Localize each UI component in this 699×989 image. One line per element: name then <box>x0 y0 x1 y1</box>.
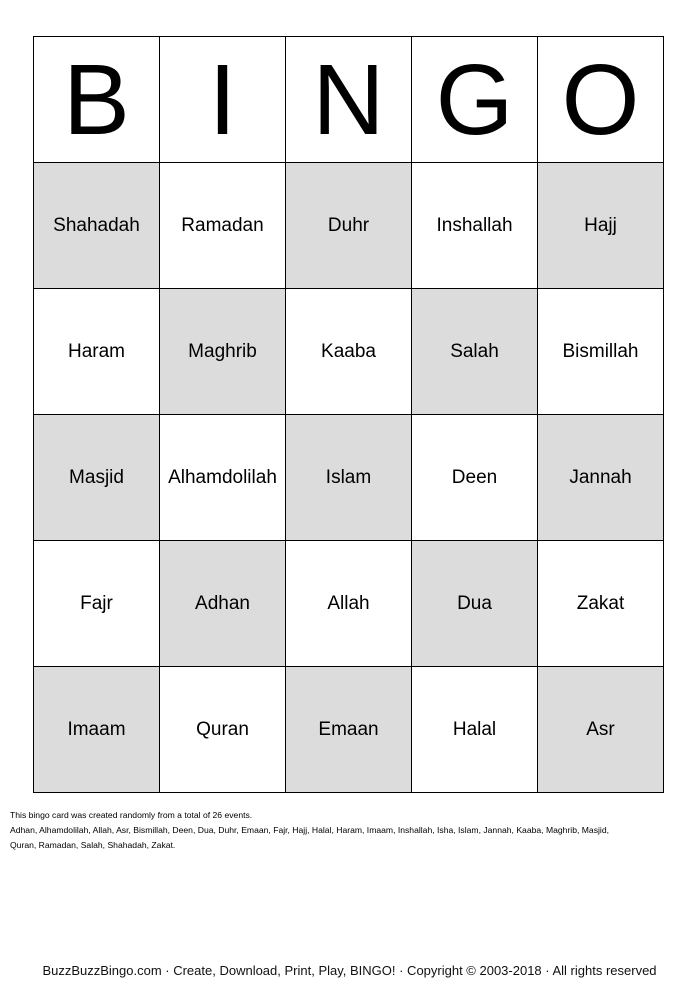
events-list-line-1: Adhan, Alhamdolilah, Allah, Asr, Bismillah, Deen, Dua, Duhr, Emaan, Fajr, Hajj, Halal, Haram, Imaam, Inshallah, Isha, Islam, Jannah, Kaaba, Maghrib, Masjid, <box>10 825 609 835</box>
card-info <box>10 808 690 853</box>
header-b: B <box>34 37 160 163</box>
header-g: G <box>412 37 538 163</box>
bingo-cell: Maghrib <box>160 289 286 415</box>
bingo-cell: Shahadah <box>34 163 160 289</box>
bingo-cell: Ramadan <box>160 163 286 289</box>
bingo-cell: Asr <box>538 667 664 793</box>
bingo-cell: Duhr <box>286 163 412 289</box>
bingo-cell: Imaam <box>34 667 160 793</box>
bingo-cell: Fajr <box>34 541 160 667</box>
header-o: O <box>538 37 664 163</box>
bingo-cell: Allah <box>286 541 412 667</box>
bingo-cell: Masjid <box>34 415 160 541</box>
bingo-cell: Emaan <box>286 667 412 793</box>
events-list-line-2: Quran, Ramadan, Salah, Shahadah, Zakat. <box>10 840 176 850</box>
info-intro: This bingo card was created randomly from a total of 26 events. <box>10 810 253 820</box>
bingo-cell: Kaaba <box>286 289 412 415</box>
bingo-cell: Jannah <box>538 415 664 541</box>
bingo-cell: Haram <box>34 289 160 415</box>
bingo-cell: Deen <box>412 415 538 541</box>
header-i: I <box>160 37 286 163</box>
bingo-cell: Hajj <box>538 163 664 289</box>
bingo-cell: Salah <box>412 289 538 415</box>
bingo-cell: Alhamdolilah <box>160 415 286 541</box>
bingo-cell: Islam <box>286 415 412 541</box>
bingo-cell: Bismillah <box>538 289 664 415</box>
header-n: N <box>286 37 412 163</box>
bingo-cell: Quran <box>160 667 286 793</box>
bingo-card <box>33 36 664 793</box>
bingo-cell: Adhan <box>160 541 286 667</box>
bingo-cell: Zakat <box>538 541 664 667</box>
bingo-cell: Halal <box>412 667 538 793</box>
footer-text: BuzzBuzzBingo.com · Create, Download, Print, Play, BINGO! · Copyright © 2003-2018 · All rights reserved <box>42 963 657 978</box>
bingo-cell: Inshallah <box>412 163 538 289</box>
bingo-cell: Dua <box>412 541 538 667</box>
